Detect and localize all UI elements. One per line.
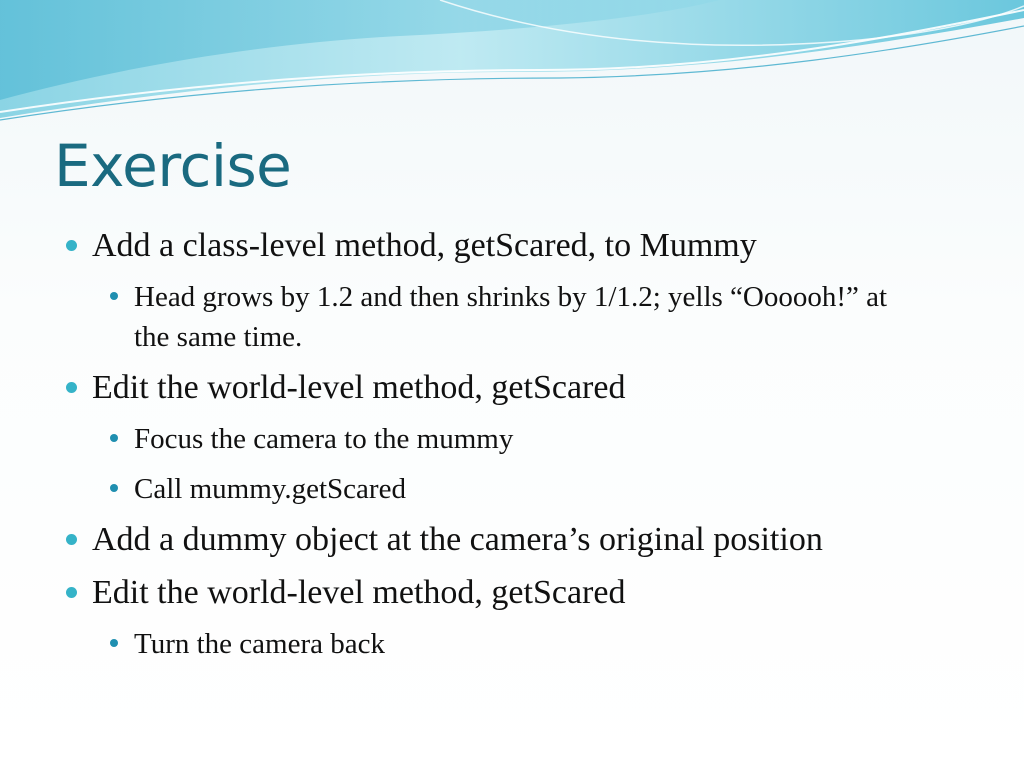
bullet-text: Head grows by 1.2 and then shrinks by 1/1.2; yells “Oooooh!” at the same time.: [134, 281, 888, 353]
bullet-level2: [134, 624, 894, 664]
bullet-text: Turn the camera back: [134, 628, 385, 660]
bullet-level1: [92, 226, 992, 266]
bullet-dot-icon: [110, 484, 118, 492]
bullet-dot-icon: [110, 639, 118, 647]
bullet-level2: [134, 277, 894, 357]
bullet-dot-icon: [66, 382, 77, 393]
bullet-dot-icon: [66, 534, 77, 545]
bullet-text: Edit the world-level method, getScared: [92, 574, 626, 611]
bullet-level1: [92, 368, 992, 408]
bullet-dot-icon: [66, 240, 77, 251]
bullet-text: Add a class-level method, getScared, to Mummy: [92, 227, 757, 264]
bullet-dot-icon: [110, 292, 118, 300]
bullet-text: Edit the world-level method, getScared: [92, 369, 626, 406]
bullet-level1: [92, 573, 992, 613]
bullet-level2: [134, 469, 894, 509]
bullet-text: Call mummy.getScared: [134, 473, 406, 505]
slide-title: Exercise: [54, 132, 292, 200]
bullet-level1: [92, 520, 992, 560]
bullet-dot-icon: [66, 587, 77, 598]
bullet-level2: [134, 419, 894, 459]
bullet-text: Focus the camera to the mummy: [134, 423, 514, 455]
bullet-text: Add a dummy object at the camera’s original position: [92, 521, 823, 558]
bullet-dot-icon: [110, 434, 118, 442]
